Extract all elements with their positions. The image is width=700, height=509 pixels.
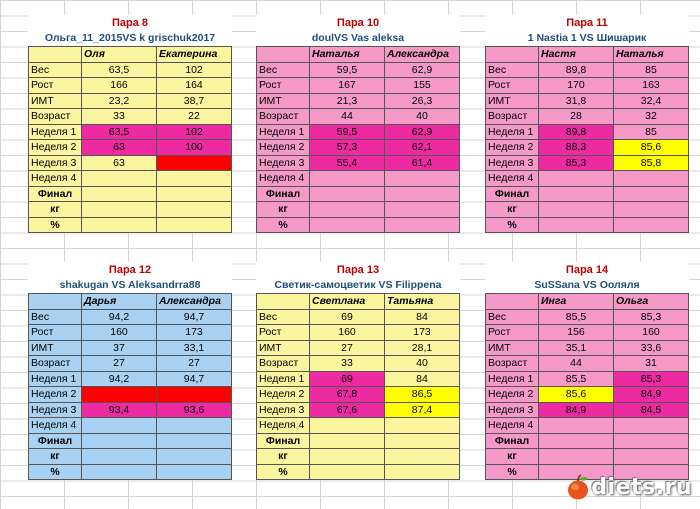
cell[interactable]: 89,8 xyxy=(539,62,614,78)
cell[interactable]: 33 xyxy=(82,109,157,125)
cell[interactable] xyxy=(157,171,232,187)
cell[interactable]: 160 xyxy=(310,325,385,341)
cell[interactable]: 85,8 xyxy=(614,155,689,171)
row-label[interactable]: Вес xyxy=(486,309,539,325)
name-a[interactable]: Настя xyxy=(539,47,614,63)
cell[interactable]: 85,6 xyxy=(614,140,689,156)
row-label[interactable]: Неделя 2 xyxy=(257,387,310,403)
row-label[interactable]: Неделя 1 xyxy=(29,371,82,387)
row-label[interactable]: Неделя 3 xyxy=(29,402,82,418)
cell[interactable]: 164 xyxy=(157,78,232,94)
cell[interactable] xyxy=(310,217,385,233)
row-label[interactable]: Возраст xyxy=(257,109,310,125)
pair-subtitle: SuSSana VS Ооляля xyxy=(485,278,689,293)
row-label[interactable]: Неделя 4 xyxy=(257,171,310,187)
cell[interactable] xyxy=(614,217,689,233)
row-label[interactable]: Возраст xyxy=(486,356,539,372)
cell[interactable] xyxy=(157,418,232,434)
cell[interactable]: 40 xyxy=(385,356,460,372)
cell[interactable]: 173 xyxy=(385,325,460,341)
cell[interactable]: 84,9 xyxy=(614,387,689,403)
name-b[interactable]: Татьяна xyxy=(385,294,460,310)
pair-table xyxy=(28,46,232,233)
cell[interactable]: 63 xyxy=(82,140,157,156)
cell[interactable]: 84 xyxy=(385,371,460,387)
cell[interactable]: 63 xyxy=(82,155,157,171)
row-label[interactable]: ИМТ xyxy=(486,340,539,356)
pair-title: Пара 13 xyxy=(256,262,460,278)
cell[interactable]: 69 xyxy=(310,371,385,387)
row-label[interactable]: Возраст xyxy=(29,356,82,372)
name-b[interactable]: Екатерина xyxy=(157,47,232,63)
row-label[interactable]: кг xyxy=(257,449,310,465)
cell[interactable]: 59,5 xyxy=(310,124,385,140)
name-b[interactable]: Александра xyxy=(385,47,460,63)
cell[interactable]: 33 xyxy=(310,356,385,372)
row-label[interactable]: Неделя 4 xyxy=(257,418,310,434)
cell[interactable] xyxy=(539,171,614,187)
name-a[interactable]: Дарья xyxy=(82,294,157,310)
cell[interactable]: 84,5 xyxy=(614,402,689,418)
cell[interactable]: 63,5 xyxy=(82,124,157,140)
cell[interactable]: 85,5 xyxy=(539,309,614,325)
cell[interactable] xyxy=(82,387,157,403)
cell[interactable]: 156 xyxy=(539,325,614,341)
cell[interactable]: 94,2 xyxy=(82,371,157,387)
row-label[interactable]: Неделя 2 xyxy=(486,140,539,156)
cell[interactable]: 166 xyxy=(82,78,157,94)
cell[interactable] xyxy=(614,433,689,449)
row-label[interactable]: Неделя 1 xyxy=(29,124,82,140)
cell[interactable] xyxy=(82,433,157,449)
row-label[interactable]: Вес xyxy=(29,309,82,325)
row-label[interactable]: ИМТ xyxy=(257,340,310,356)
row-label[interactable]: кг xyxy=(29,449,82,465)
cell[interactable] xyxy=(310,433,385,449)
pair-table xyxy=(485,293,689,480)
row-label[interactable]: Неделя 3 xyxy=(257,402,310,418)
cell[interactable]: 170 xyxy=(539,78,614,94)
cell[interactable]: 87,4 xyxy=(385,402,460,418)
cell[interactable]: 62,9 xyxy=(385,124,460,140)
row-label[interactable]: Вес xyxy=(29,62,82,78)
cell[interactable]: 62,1 xyxy=(385,140,460,156)
row-label[interactable]: ИМТ xyxy=(257,93,310,109)
cell[interactable]: 85,6 xyxy=(539,387,614,403)
pair-subtitle: Ольга_11_2015VS k grischuk2017 xyxy=(28,31,232,46)
cell[interactable]: 23,2 xyxy=(82,93,157,109)
pair-title: Пара 14 xyxy=(485,262,689,278)
row-label[interactable]: % xyxy=(257,464,310,480)
cell[interactable] xyxy=(82,186,157,202)
cell[interactable]: 94,7 xyxy=(157,309,232,325)
cell[interactable]: 28,1 xyxy=(385,340,460,356)
cell[interactable]: 40 xyxy=(385,109,460,125)
pair-table xyxy=(485,46,689,233)
row-label[interactable]: Неделя 2 xyxy=(486,387,539,403)
name-a[interactable]: Инга xyxy=(539,294,614,310)
cell[interactable] xyxy=(385,217,460,233)
pair-title: Пара 12 xyxy=(28,262,232,278)
cell[interactable]: 155 xyxy=(385,78,460,94)
cell[interactable]: 22 xyxy=(157,109,232,125)
row-label[interactable]: Финал xyxy=(29,433,82,449)
cell[interactable]: 31 xyxy=(614,356,689,372)
cell[interactable]: 59,5 xyxy=(310,62,385,78)
row-label[interactable]: Рост xyxy=(486,78,539,94)
cell[interactable]: 37 xyxy=(82,340,157,356)
logo-text: diets.ru xyxy=(591,474,692,500)
cell[interactable] xyxy=(385,418,460,434)
row-label[interactable]: ИМТ xyxy=(29,93,82,109)
pair-table xyxy=(28,293,232,480)
pair-12 xyxy=(28,262,232,480)
row-label[interactable]: Рост xyxy=(486,325,539,341)
cell[interactable] xyxy=(82,171,157,187)
cell[interactable] xyxy=(157,387,232,403)
cell[interactable] xyxy=(82,464,157,480)
cell[interactable]: 33,1 xyxy=(157,340,232,356)
row-label[interactable]: Возраст xyxy=(257,356,310,372)
cell[interactable]: 57,3 xyxy=(310,140,385,156)
cell[interactable]: 88,3 xyxy=(539,140,614,156)
pair-11 xyxy=(485,15,689,233)
cell[interactable] xyxy=(614,449,689,465)
cell[interactable]: 32,4 xyxy=(614,93,689,109)
pair-title: Пара 8 xyxy=(28,15,232,31)
cell[interactable] xyxy=(82,202,157,218)
cell[interactable] xyxy=(310,171,385,187)
cell[interactable] xyxy=(385,171,460,187)
cell[interactable]: 44 xyxy=(539,356,614,372)
row-label[interactable]: Неделя 4 xyxy=(29,171,82,187)
diets-logo xyxy=(565,473,692,501)
cell[interactable] xyxy=(385,186,460,202)
cell[interactable] xyxy=(82,449,157,465)
row-label[interactable]: Возраст xyxy=(29,109,82,125)
cell[interactable]: 93,6 xyxy=(157,402,232,418)
cell[interactable] xyxy=(157,217,232,233)
row-label[interactable]: кг xyxy=(486,202,539,218)
cell[interactable]: 44 xyxy=(310,109,385,125)
cell[interactable]: 85,5 xyxy=(539,371,614,387)
row-label[interactable]: Вес xyxy=(257,62,310,78)
row-label[interactable]: ИМТ xyxy=(29,340,82,356)
row-label[interactable]: Неделя 3 xyxy=(486,402,539,418)
cell[interactable]: 85 xyxy=(614,62,689,78)
row-label[interactable]: Неделя 3 xyxy=(486,155,539,171)
row-label[interactable]: Вес xyxy=(257,309,310,325)
row-label[interactable]: % xyxy=(257,217,310,233)
cell[interactable]: 38,7 xyxy=(157,93,232,109)
row-label[interactable]: % xyxy=(29,464,82,480)
row-label[interactable]: Вес xyxy=(486,62,539,78)
pair-10 xyxy=(256,15,460,233)
row-label[interactable]: % xyxy=(486,464,539,480)
cell[interactable]: 21,3 xyxy=(310,93,385,109)
cell[interactable]: 32 xyxy=(614,109,689,125)
cell[interactable]: 61,4 xyxy=(385,155,460,171)
cell[interactable]: 94,2 xyxy=(82,309,157,325)
pair-14 xyxy=(485,262,689,480)
row-label[interactable]: Финал xyxy=(486,433,539,449)
row-label[interactable]: ИМТ xyxy=(486,93,539,109)
cell[interactable]: 33,6 xyxy=(614,340,689,356)
cell[interactable]: 28 xyxy=(539,109,614,125)
row-label[interactable]: Неделя 2 xyxy=(257,140,310,156)
apple-logo-icon xyxy=(565,473,591,501)
row-label[interactable]: Неделя 1 xyxy=(486,124,539,140)
row-label[interactable]: кг xyxy=(486,449,539,465)
row-label[interactable]: Рост xyxy=(257,78,310,94)
cell[interactable] xyxy=(539,433,614,449)
cell[interactable]: 85,3 xyxy=(614,371,689,387)
row-label[interactable]: Неделя 4 xyxy=(486,418,539,434)
cell[interactable] xyxy=(157,202,232,218)
cell[interactable]: 67,6 xyxy=(310,402,385,418)
row-label[interactable]: Неделя 1 xyxy=(257,124,310,140)
cell[interactable]: 94,7 xyxy=(157,371,232,387)
cell[interactable]: 93,4 xyxy=(82,402,157,418)
row-label[interactable]: кг xyxy=(29,202,82,218)
row-label[interactable]: Неделя 3 xyxy=(29,155,82,171)
pair-8 xyxy=(28,15,232,233)
cell[interactable] xyxy=(157,155,232,171)
row-label[interactable]: Неделя 4 xyxy=(29,418,82,434)
cell[interactable]: 102 xyxy=(157,124,232,140)
cell[interactable] xyxy=(385,202,460,218)
cell[interactable]: 89,8 xyxy=(539,124,614,140)
cell[interactable]: 69 xyxy=(310,309,385,325)
cell[interactable] xyxy=(82,418,157,434)
cell[interactable] xyxy=(539,202,614,218)
cell[interactable] xyxy=(614,418,689,434)
row-label[interactable]: Неделя 3 xyxy=(257,155,310,171)
cell[interactable]: 27 xyxy=(157,356,232,372)
cell[interactable] xyxy=(310,186,385,202)
cell[interactable] xyxy=(385,449,460,465)
cell[interactable]: 62,9 xyxy=(385,62,460,78)
row-label[interactable]: Неделя 4 xyxy=(486,171,539,187)
row-label[interactable]: Рост xyxy=(257,325,310,341)
pair-13 xyxy=(256,262,460,480)
cell[interactable]: 85,3 xyxy=(539,155,614,171)
pair-subtitle: doulVS Vas aleksa xyxy=(256,31,460,46)
cell[interactable] xyxy=(157,186,232,202)
row-label[interactable]: Возраст xyxy=(486,109,539,125)
cell[interactable] xyxy=(614,186,689,202)
cell[interactable] xyxy=(539,186,614,202)
cell[interactable] xyxy=(157,464,232,480)
pair-subtitle: shakugan VS Aleksandrra88 xyxy=(28,278,232,293)
row-label[interactable]: Финал xyxy=(29,186,82,202)
cell[interactable] xyxy=(539,418,614,434)
cell[interactable] xyxy=(157,449,232,465)
row-label[interactable]: Финал xyxy=(486,186,539,202)
cell[interactable]: 86,5 xyxy=(385,387,460,403)
pair-title: Пара 10 xyxy=(256,15,460,31)
cell[interactable]: 55,4 xyxy=(310,155,385,171)
row-label[interactable]: Неделя 2 xyxy=(29,140,82,156)
row-label[interactable]: кг xyxy=(257,202,310,218)
row-label[interactable]: Рост xyxy=(29,78,82,94)
row-label[interactable]: % xyxy=(486,217,539,233)
cell[interactable]: 84,9 xyxy=(539,402,614,418)
cell[interactable]: 63,5 xyxy=(82,62,157,78)
cell[interactable]: 163 xyxy=(614,78,689,94)
cell[interactable]: 160 xyxy=(82,325,157,341)
cell[interactable]: 35,1 xyxy=(539,340,614,356)
pair-table xyxy=(256,46,460,233)
cell[interactable]: 27 xyxy=(82,356,157,372)
name-b[interactable]: Ольга xyxy=(614,294,689,310)
cell[interactable] xyxy=(157,433,232,449)
row-label[interactable]: Рост xyxy=(29,325,82,341)
cell[interactable]: 31,8 xyxy=(539,93,614,109)
cell[interactable]: 85,3 xyxy=(614,309,689,325)
cell[interactable] xyxy=(614,171,689,187)
cell[interactable]: 27 xyxy=(310,340,385,356)
pair-title: Пара 11 xyxy=(485,15,689,31)
name-a[interactable]: Наталья xyxy=(310,47,385,63)
cell[interactable]: 26,3 xyxy=(385,93,460,109)
cell[interactable]: 160 xyxy=(614,325,689,341)
pair-table xyxy=(256,293,460,480)
cell[interactable]: 102 xyxy=(157,62,232,78)
row-label[interactable]: Неделя 1 xyxy=(257,371,310,387)
cell[interactable]: 85 xyxy=(614,124,689,140)
cell[interactable]: 84 xyxy=(385,309,460,325)
name-b[interactable]: Александра xyxy=(157,294,232,310)
cell[interactable] xyxy=(385,464,460,480)
cell[interactable] xyxy=(310,418,385,434)
cell[interactable] xyxy=(614,202,689,218)
cell[interactable] xyxy=(82,217,157,233)
cell[interactable] xyxy=(310,202,385,218)
name-b[interactable]: Наталья xyxy=(614,47,689,63)
name-a[interactable]: Оля xyxy=(82,47,157,63)
row-label[interactable]: Неделя 2 xyxy=(29,387,82,403)
cell[interactable]: 167 xyxy=(310,78,385,94)
pair-subtitle: 1 Nastia 1 VS Шишарик xyxy=(485,31,689,46)
cell[interactable]: 67,8 xyxy=(310,387,385,403)
cell[interactable] xyxy=(310,464,385,480)
pair-subtitle: Светик-самоцветик VS Filippena xyxy=(256,278,460,293)
row-label[interactable]: % xyxy=(29,217,82,233)
cell[interactable] xyxy=(539,217,614,233)
row-label[interactable]: Финал xyxy=(257,433,310,449)
cell[interactable] xyxy=(310,449,385,465)
cell[interactable]: 173 xyxy=(157,325,232,341)
name-a[interactable]: Светлана xyxy=(310,294,385,310)
cell[interactable] xyxy=(539,449,614,465)
row-label[interactable]: Неделя 1 xyxy=(486,371,539,387)
cell[interactable] xyxy=(385,433,460,449)
row-label[interactable]: Финал xyxy=(257,186,310,202)
cell[interactable]: 100 xyxy=(157,140,232,156)
